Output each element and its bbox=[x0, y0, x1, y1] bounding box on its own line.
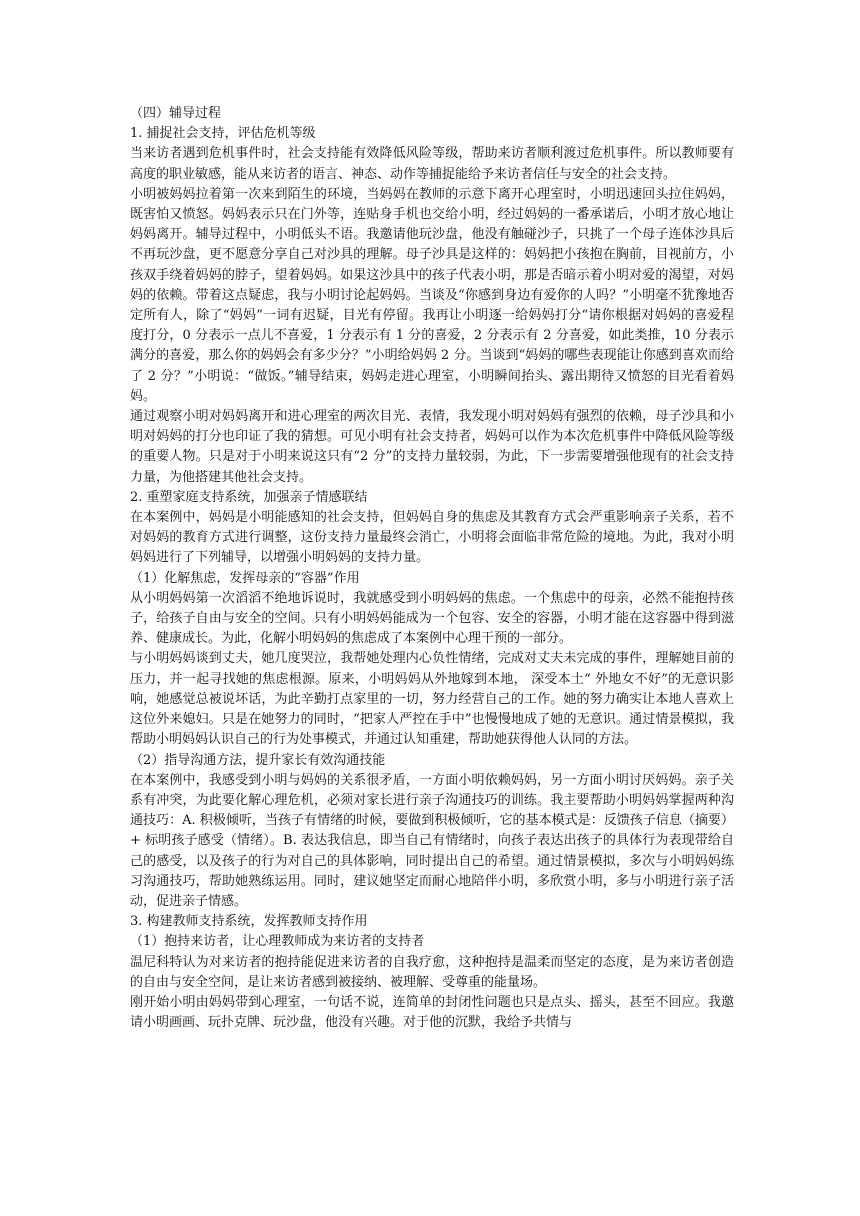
paragraph: 从小明妈妈第一次滔滔不绝地诉说时，我就感受到小明妈妈的焦虑。一个焦虑中的母亲，必然不能抱持孩子，给孩子自由与安全的空间。只有小明妈妈能成为一个包容、安全的容器，小明才能在这容器中得到滋养、健康成长。为此，化解小明妈妈的焦虑成了本案例中心理干预的一部分。 bbox=[130, 590, 734, 647]
paragraph: 在本案例中，我感受到小明与妈妈的关系很矛盾，一方面小明依赖妈妈，另一方面小明讨厌妈妈。亲子关系有冲突，为此要化解心理危机，必须对家长进行亲子沟通技巧的训练。我主要帮助小明妈妈掌握两种沟通技巧：A. 积极倾听，当孩子有情绪的时候，要做到积极倾听，它的基本模式是：反馈孩子信息（摘要）+ 标明孩子感受（情绪）。B. 表达我信息，即当自己有情绪时，向孩子表达出孩子的具体行为表现带给自己的感受，以及孩子的行为对自己的具体影响，同时提出自己的希望。通过情景模拟，多次与小明妈妈练习沟通技巧，帮助她熟练运用。同时，建议她坚定而耐心地陪伴小明，多欣赏小明，多与小明进行亲子活动，促进亲子情感。 bbox=[130, 772, 734, 909]
subheading-2-1: （1）化解焦虑，发挥母亲的“容器”作用 bbox=[130, 570, 360, 586]
paragraph: 小明被妈妈拉着第一次来到陌生的环境，当妈妈在教师的示意下离开心理室时，小明迅速回头拉住妈妈，既害怕又愤怒。妈妈表示只在门外等，连贴身手机也交给小明，经过妈妈的一番承诺后，小明才放心地让妈妈离开。辅导过程中，小明低头不语。我邀请他玩沙盘，他没有触碰沙子，只挑了一个母子连体沙具后不再玩沙盘，更不愿意分享自己对沙具的理解。母子沙具是这样的：妈妈把小孩抱在胸前，目视前方，小孩双手绕着妈妈的脖子，望着妈妈。如果这沙具中的孩子代表小明，那是否暗示着小明对爱的渴望，对妈妈的依赖。带着这点疑虑，我与小明讨论起妈妈。当谈及“你感到身边有爱你的人吗？”小明毫不犹豫地否定所有人，除了“妈妈”一词有迟疑，目光有停留。我再让小明逐一给妈妈打分“请你根据对妈妈的喜爱程度打分，0 分表示一点儿不喜爱，1 分表示有 1 分的喜爱，2 分表示有 2 分喜爱，如此类推，10 分表示满分的喜爱，那么你的妈妈会有多少分？”小明给妈妈 2 分。当谈到“妈妈的哪些表现能让你感到喜欢而给了 2 分？”小明说：“做饭。”辅导结束，妈妈走进心理室，小明瞬间抬头、露出期待又愤怒的目光看着妈妈。 bbox=[130, 186, 734, 404]
paragraph: 与小明妈妈谈到丈夫，她几度哭泣，我帮她处理内心负性情绪，完成对丈夫未完成的事件，理解她目前的压力，并一起寻找她的焦虑根源。原来，小明妈妈从外地嫁到本地， 深受本土“ 外地女不好”的无意识影响，她感觉总被说坏话，为此辛勤打点家里的一切，努力经营自己的工作。她的努力确实让本地人喜欢上这位外来媳妇。只是在她努力的同时，“把家人严控在手中”也慢慢地成了她的无意识。通过情景模拟，我帮助小明妈妈认识自己的行为处事模式，并通过认知重建，帮助她获得他人认同的方法。 bbox=[130, 651, 734, 748]
heading-2: 2. 重塑家庭支持系统，加强亲子情感联结 bbox=[130, 489, 368, 505]
paragraph: 当来访者遇到危机事件时，社会支持能有效降低风险等级，帮助来访者顺利渡过危机事件。所以教师要有高度的职业敏感，能从来访者的语言、神态、动作等捕捉能给予来访者信任与安全的社会支持。 bbox=[130, 146, 734, 182]
subheading-3-1: （1）抱持来访者，让心理教师成为来访者的支持者 bbox=[130, 934, 425, 950]
paragraph: 刚开始小明由妈妈带到心理室，一句话不说，连简单的封闭性问题也只是点头、摇头，甚至不回应。我邀请小明画画、玩扑克牌、玩沙盘，他没有兴趣。对于他的沉默，我给予共情与 bbox=[130, 994, 734, 1031]
section-title: （四）辅导过程 bbox=[130, 106, 222, 121]
paragraph: 在本案例中，妈妈是小明能感知的社会支持，但妈妈自身的焦虑及其教育方式会严重影响亲子关系，若不对妈妈的教育方式进行调整，这份支持力量最终会消亡，小明将会面临非常危险的境地。为此，我对小明妈妈进行了下列辅导，以增强小明妈妈的支持力量。 bbox=[130, 510, 734, 566]
subheading-2-2: （2）指导沟通方法，提升家长有效沟通技能 bbox=[130, 752, 386, 768]
paragraph: 通过观察小明对妈妈离开和进心理室的两次目光、表情，我发现小明对妈妈有强烈的依赖，母子沙具和小明对妈妈的打分也印证了我的猜想。可见小明有社会支持者，妈妈可以作为本次危机事件中降低风险等级的重要人物。只是对于小明来说这只有“2 分”的支持力量较弱，为此，下一步需要增强他现有的社会支持力量，为他搭建其他社会支持。 bbox=[130, 409, 734, 485]
heading-1: 1. 捕捉社会支持，评估危机等级 bbox=[130, 126, 316, 142]
paragraph: 温尼科特认为对来访者的抱持能促进来访者的自我疗愈，这种抱持是温柔而坚定的态度，是为来访者创造的自由与安全空间，是让来访者感到被接纳、被理解、受尊重的能量场。 bbox=[130, 954, 734, 990]
document-page bbox=[130, 104, 734, 1033]
heading-3: 3. 构建教师支持系统，发挥教师支持作用 bbox=[130, 914, 368, 930]
